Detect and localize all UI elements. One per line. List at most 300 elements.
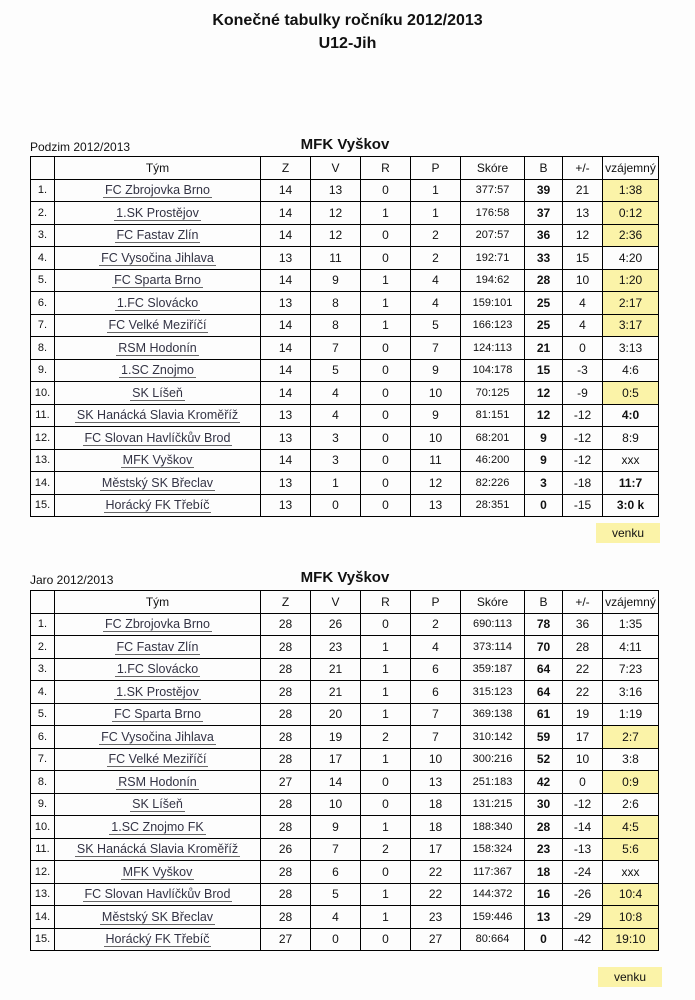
rank-cell: 3. <box>31 224 55 247</box>
losses-cell: 13 <box>411 494 461 517</box>
h2h-cell: xxx <box>603 861 659 884</box>
h2h-cell: 2:17 <box>603 292 659 315</box>
col-score: Skóre <box>461 591 525 614</box>
score-cell: 192:71 <box>461 247 525 270</box>
diff-cell: -12 <box>563 404 603 427</box>
team-link[interactable]: RSM Hodonín <box>118 774 197 789</box>
wins-cell: 0 <box>311 928 361 951</box>
rank-cell: 1. <box>31 613 55 636</box>
team-link[interactable]: 1.SC Znojmo FK <box>111 819 204 834</box>
rank-cell: 8. <box>31 771 55 794</box>
col-h2h: vzájemný <box>603 157 659 180</box>
games-cell: 28 <box>261 703 311 726</box>
draws-cell: 1 <box>361 292 411 315</box>
diff-cell: 12 <box>563 224 603 247</box>
table-row <box>31 494 659 517</box>
season-label: Jaro 2012/2013 <box>30 573 114 587</box>
team-link[interactable]: FC Velké Meziříčí <box>108 318 207 333</box>
wins-cell: 17 <box>311 748 361 771</box>
wins-cell: 8 <box>311 292 361 315</box>
games-cell: 13 <box>261 427 311 450</box>
team-cell <box>55 382 261 405</box>
col-z: Z <box>261 591 311 614</box>
losses-cell: 11 <box>411 449 461 472</box>
table-row <box>31 838 659 861</box>
col-diff: +/- <box>563 591 603 614</box>
standings-table <box>30 590 659 951</box>
col-h2h: vzájemný <box>603 591 659 614</box>
h2h-cell: 1:20 <box>603 269 659 292</box>
team-link[interactable]: Městský SK Břeclav <box>101 475 214 490</box>
score-cell: 131:215 <box>461 793 525 816</box>
col-r: R <box>361 157 411 180</box>
h2h-cell: 4:5 <box>603 816 659 839</box>
rank-cell: 2. <box>31 636 55 659</box>
wins-cell: 5 <box>311 883 361 906</box>
diff-cell: 22 <box>563 658 603 681</box>
draws-cell: 0 <box>361 771 411 794</box>
points-cell: 78 <box>525 613 563 636</box>
rank-cell: 4. <box>31 681 55 704</box>
team-link[interactable]: FC Slovan Havlíčkův Brod <box>84 887 231 902</box>
points-cell: 16 <box>525 883 563 906</box>
h2h-cell: 3:0 k <box>603 494 659 517</box>
team-link[interactable]: 1.SK Prostějov <box>116 205 199 220</box>
games-cell: 14 <box>261 382 311 405</box>
h2h-cell: 5:6 <box>603 838 659 861</box>
wins-cell: 19 <box>311 726 361 749</box>
wins-cell: 11 <box>311 247 361 270</box>
points-cell: 21 <box>525 337 563 360</box>
points-cell: 9 <box>525 449 563 472</box>
draws-cell: 0 <box>361 472 411 495</box>
points-cell: 33 <box>525 247 563 270</box>
games-cell: 14 <box>261 337 311 360</box>
h2h-cell: 8:9 <box>603 427 659 450</box>
score-cell: 124:113 <box>461 337 525 360</box>
rank-cell: 3. <box>31 658 55 681</box>
rank-cell: 15. <box>31 494 55 517</box>
wins-cell: 7 <box>311 337 361 360</box>
rank-cell: 8. <box>31 337 55 360</box>
col-p: P <box>411 591 461 614</box>
score-cell: 46:200 <box>461 449 525 472</box>
score-cell: 194:62 <box>461 269 525 292</box>
score-cell: 369:138 <box>461 703 525 726</box>
rank-cell: 7. <box>31 748 55 771</box>
col-team: Tým <box>55 157 261 180</box>
col-r: R <box>361 591 411 614</box>
col-p: P <box>411 157 461 180</box>
games-cell: 14 <box>261 314 311 337</box>
losses-cell: 7 <box>411 726 461 749</box>
games-cell: 14 <box>261 449 311 472</box>
table-body <box>31 179 659 517</box>
rank-cell: 5. <box>31 269 55 292</box>
rank-cell: 2. <box>31 202 55 225</box>
club-title: MFK Vyškov <box>300 136 390 153</box>
score-cell: 300:216 <box>461 748 525 771</box>
col-rank <box>31 157 55 180</box>
points-cell: 18 <box>525 861 563 884</box>
draws-cell: 1 <box>361 658 411 681</box>
losses-cell: 10 <box>411 382 461 405</box>
team-cell <box>55 793 261 816</box>
games-cell: 28 <box>261 658 311 681</box>
losses-cell: 18 <box>411 793 461 816</box>
losses-cell: 17 <box>411 838 461 861</box>
team-cell <box>55 861 261 884</box>
losses-cell: 6 <box>411 681 461 704</box>
team-link[interactable]: FC Vysočina Jihlava <box>101 729 214 744</box>
table-row <box>31 703 659 726</box>
points-cell: 59 <box>525 726 563 749</box>
team-cell <box>55 202 261 225</box>
games-cell: 13 <box>261 292 311 315</box>
points-cell: 64 <box>525 681 563 704</box>
h2h-cell: 3:16 <box>603 681 659 704</box>
score-cell: 176:58 <box>461 202 525 225</box>
losses-cell: 4 <box>411 636 461 659</box>
col-v: V <box>311 591 361 614</box>
team-link[interactable]: MFK Vyškov <box>122 453 193 468</box>
h2h-cell: 3:13 <box>603 337 659 360</box>
diff-cell: 22 <box>563 681 603 704</box>
games-cell: 13 <box>261 247 311 270</box>
diff-cell: -12 <box>563 449 603 472</box>
team-link[interactable]: 1.SC Znojmo <box>121 363 194 378</box>
h2h-cell: 1:38 <box>603 179 659 202</box>
wins-cell: 12 <box>311 202 361 225</box>
points-cell: 28 <box>525 816 563 839</box>
games-cell: 28 <box>261 861 311 884</box>
team-link[interactable]: FC Velké Meziříčí <box>108 752 207 767</box>
team-cell <box>55 224 261 247</box>
losses-cell: 22 <box>411 883 461 906</box>
wins-cell: 1 <box>311 472 361 495</box>
page-subtitle: U12-Jih <box>318 35 377 52</box>
rank-cell: 10. <box>31 816 55 839</box>
table-row <box>31 247 659 270</box>
losses-cell: 9 <box>411 359 461 382</box>
team-link[interactable]: FC Sparta Brno <box>114 707 201 722</box>
games-cell: 27 <box>261 771 311 794</box>
games-cell: 27 <box>261 928 311 951</box>
diff-cell: 4 <box>563 292 603 315</box>
h2h-cell: 7:23 <box>603 658 659 681</box>
losses-cell: 1 <box>411 179 461 202</box>
team-link[interactable]: FC Fastav Zlín <box>116 228 199 243</box>
rank-cell: 11. <box>31 838 55 861</box>
score-cell: 144:372 <box>461 883 525 906</box>
h2h-cell: 1:35 <box>603 613 659 636</box>
losses-cell: 7 <box>411 703 461 726</box>
losses-cell: 4 <box>411 292 461 315</box>
wins-cell: 23 <box>311 636 361 659</box>
games-cell: 13 <box>261 494 311 517</box>
wins-cell: 10 <box>311 793 361 816</box>
wins-cell: 4 <box>311 404 361 427</box>
diff-cell: 13 <box>563 202 603 225</box>
diff-cell: -24 <box>563 861 603 884</box>
games-cell: 28 <box>261 816 311 839</box>
points-cell: 42 <box>525 771 563 794</box>
team-cell <box>55 703 261 726</box>
wins-cell: 0 <box>311 494 361 517</box>
points-cell: 28 <box>525 269 563 292</box>
wins-cell: 5 <box>311 359 361 382</box>
team-cell <box>55 613 261 636</box>
wins-cell: 12 <box>311 224 361 247</box>
diff-cell: -18 <box>563 472 603 495</box>
score-cell: 81:151 <box>461 404 525 427</box>
points-cell: 64 <box>525 658 563 681</box>
score-cell: 377:57 <box>461 179 525 202</box>
team-cell <box>55 838 261 861</box>
team-cell <box>55 636 261 659</box>
score-cell: 690:113 <box>461 613 525 636</box>
team-cell <box>55 404 261 427</box>
losses-cell: 4 <box>411 269 461 292</box>
team-cell <box>55 359 261 382</box>
table-row <box>31 382 659 405</box>
draws-cell: 1 <box>361 314 411 337</box>
wins-cell: 9 <box>311 816 361 839</box>
draws-cell: 1 <box>361 748 411 771</box>
diff-cell: 10 <box>563 269 603 292</box>
team-link[interactable]: FC Zbrojovka Brno <box>105 617 210 632</box>
draws-cell: 1 <box>361 883 411 906</box>
team-cell <box>55 292 261 315</box>
games-cell: 14 <box>261 179 311 202</box>
diff-cell: 19 <box>563 703 603 726</box>
club-title: MFK Vyškov <box>300 569 390 586</box>
col-score: Skóre <box>461 157 525 180</box>
col-rank <box>31 591 55 614</box>
points-cell: 52 <box>525 748 563 771</box>
points-cell: 37 <box>525 202 563 225</box>
score-cell: 82:226 <box>461 472 525 495</box>
team-link[interactable]: FC Vysočina Jihlava <box>101 250 214 265</box>
points-cell: 9 <box>525 427 563 450</box>
diff-cell: 4 <box>563 314 603 337</box>
table-row <box>31 771 659 794</box>
rank-cell: 9. <box>31 793 55 816</box>
table-row <box>31 928 659 951</box>
team-link[interactable]: 1.SK Prostějov <box>116 684 199 699</box>
h2h-cell: 11:7 <box>603 472 659 495</box>
diff-cell: -15 <box>563 494 603 517</box>
team-link[interactable]: SK Líšeň <box>132 797 183 812</box>
points-cell: 70 <box>525 636 563 659</box>
games-cell: 28 <box>261 883 311 906</box>
table-row <box>31 883 659 906</box>
losses-cell: 7 <box>411 337 461 360</box>
losses-cell: 13 <box>411 771 461 794</box>
table-row <box>31 906 659 929</box>
table-row <box>31 337 659 360</box>
table-row <box>31 202 659 225</box>
team-link[interactable]: FC Sparta Brno <box>114 273 201 288</box>
diff-cell: 0 <box>563 771 603 794</box>
spring-section <box>30 566 660 986</box>
score-cell: 159:446 <box>461 906 525 929</box>
team-link[interactable]: Městský SK Břeclav <box>101 909 214 924</box>
games-cell: 28 <box>261 726 311 749</box>
losses-cell: 12 <box>411 472 461 495</box>
games-cell: 28 <box>261 681 311 704</box>
team-link[interactable]: Horácký FK Třebíč <box>105 932 210 947</box>
team-cell <box>55 883 261 906</box>
team-cell <box>55 771 261 794</box>
wins-cell: 20 <box>311 703 361 726</box>
losses-cell: 2 <box>411 613 461 636</box>
team-link[interactable]: FC Fastav Zlín <box>116 639 199 654</box>
rank-cell: 15. <box>31 928 55 951</box>
losses-cell: 2 <box>411 247 461 270</box>
diff-cell: -13 <box>563 838 603 861</box>
team-link[interactable]: FC Slovan Havlíčkův Brod <box>84 430 231 445</box>
team-cell <box>55 314 261 337</box>
team-cell <box>55 816 261 839</box>
diff-cell: -29 <box>563 906 603 929</box>
wins-cell: 13 <box>311 179 361 202</box>
h2h-cell: 19:10 <box>603 928 659 951</box>
team-link[interactable]: SK Líšeň <box>132 385 183 400</box>
games-cell: 14 <box>261 224 311 247</box>
score-cell: 117:367 <box>461 861 525 884</box>
points-cell: 61 <box>525 703 563 726</box>
table-row <box>31 726 659 749</box>
losses-cell: 22 <box>411 861 461 884</box>
table-row <box>31 636 659 659</box>
score-cell: 104:178 <box>461 359 525 382</box>
diff-cell: -12 <box>563 793 603 816</box>
team-link[interactable]: FC Zbrojovka Brno <box>105 183 210 198</box>
team-link[interactable]: SK Hanácká Slavia Kroměříž <box>76 842 239 857</box>
points-cell: 39 <box>525 179 563 202</box>
wins-cell: 3 <box>311 449 361 472</box>
team-cell <box>55 928 261 951</box>
games-cell: 28 <box>261 906 311 929</box>
losses-cell: 9 <box>411 404 461 427</box>
draws-cell: 1 <box>361 906 411 929</box>
games-cell: 26 <box>261 838 311 861</box>
points-cell: 12 <box>525 382 563 405</box>
rank-cell: 4. <box>31 247 55 270</box>
losses-cell: 6 <box>411 658 461 681</box>
wins-cell: 21 <box>311 658 361 681</box>
losses-cell: 23 <box>411 906 461 929</box>
points-cell: 30 <box>525 793 563 816</box>
team-cell <box>55 449 261 472</box>
rank-cell: 14. <box>31 472 55 495</box>
diff-cell: 10 <box>563 748 603 771</box>
score-cell: 70:125 <box>461 382 525 405</box>
losses-cell: 1 <box>411 202 461 225</box>
rank-cell: 1. <box>31 179 55 202</box>
wins-cell: 9 <box>311 269 361 292</box>
table-row <box>31 314 659 337</box>
losses-cell: 10 <box>411 748 461 771</box>
h2h-cell: 4:0 <box>603 404 659 427</box>
diff-cell: 21 <box>563 179 603 202</box>
diff-cell: -9 <box>563 382 603 405</box>
games-cell: 14 <box>261 269 311 292</box>
h2h-cell: 4:6 <box>603 359 659 382</box>
col-team: Tým <box>55 591 261 614</box>
draws-cell: 0 <box>361 382 411 405</box>
draws-cell: 1 <box>361 636 411 659</box>
losses-cell: 2 <box>411 224 461 247</box>
h2h-cell: 0:5 <box>603 382 659 405</box>
team-link[interactable]: 1.FC Slovácko <box>116 662 199 677</box>
h2h-cell: 2:6 <box>603 793 659 816</box>
wins-cell: 21 <box>311 681 361 704</box>
team-cell <box>55 179 261 202</box>
autumn-section <box>30 134 660 544</box>
col-v: V <box>311 157 361 180</box>
draws-cell: 1 <box>361 703 411 726</box>
games-cell: 13 <box>261 472 311 495</box>
draws-cell: 0 <box>361 928 411 951</box>
team-link[interactable]: RSM Hodonín <box>118 340 197 355</box>
draws-cell: 0 <box>361 793 411 816</box>
score-cell: 28:351 <box>461 494 525 517</box>
draws-cell: 0 <box>361 861 411 884</box>
wins-cell: 26 <box>311 613 361 636</box>
score-cell: 207:57 <box>461 224 525 247</box>
table-row <box>31 224 659 247</box>
rank-cell: 12. <box>31 861 55 884</box>
rank-cell: 6. <box>31 292 55 315</box>
team-link[interactable]: Horácký FK Třebíč <box>105 498 210 513</box>
score-cell: 373:114 <box>461 636 525 659</box>
rank-cell: 6. <box>31 726 55 749</box>
draws-cell: 1 <box>361 816 411 839</box>
points-cell: 0 <box>525 928 563 951</box>
games-cell: 14 <box>261 202 311 225</box>
table-row <box>31 861 659 884</box>
h2h-cell: xxx <box>603 449 659 472</box>
rank-cell: 11. <box>31 404 55 427</box>
draws-cell: 0 <box>361 247 411 270</box>
diff-cell: -12 <box>563 427 603 450</box>
h2h-cell: 0:12 <box>603 202 659 225</box>
team-link[interactable]: SK Hanácká Slavia Kroměříž <box>76 408 239 423</box>
rank-cell: 12. <box>31 427 55 450</box>
table-row <box>31 793 659 816</box>
score-cell: 310:142 <box>461 726 525 749</box>
points-cell: 36 <box>525 224 563 247</box>
table-row <box>31 472 659 495</box>
team-cell <box>55 726 261 749</box>
table-row <box>31 681 659 704</box>
points-cell: 23 <box>525 838 563 861</box>
col-z: Z <box>261 157 311 180</box>
points-cell: 25 <box>525 314 563 337</box>
score-cell: 68:201 <box>461 427 525 450</box>
h2h-cell: 2:7 <box>603 726 659 749</box>
team-link[interactable]: 1.FC Slovácko <box>116 295 199 310</box>
diff-cell: -42 <box>563 928 603 951</box>
points-cell: 15 <box>525 359 563 382</box>
diff-cell: -14 <box>563 816 603 839</box>
team-cell <box>55 337 261 360</box>
h2h-cell: 1:19 <box>603 703 659 726</box>
rank-cell: 14. <box>31 906 55 929</box>
team-link[interactable]: MFK Vyškov <box>122 864 193 879</box>
